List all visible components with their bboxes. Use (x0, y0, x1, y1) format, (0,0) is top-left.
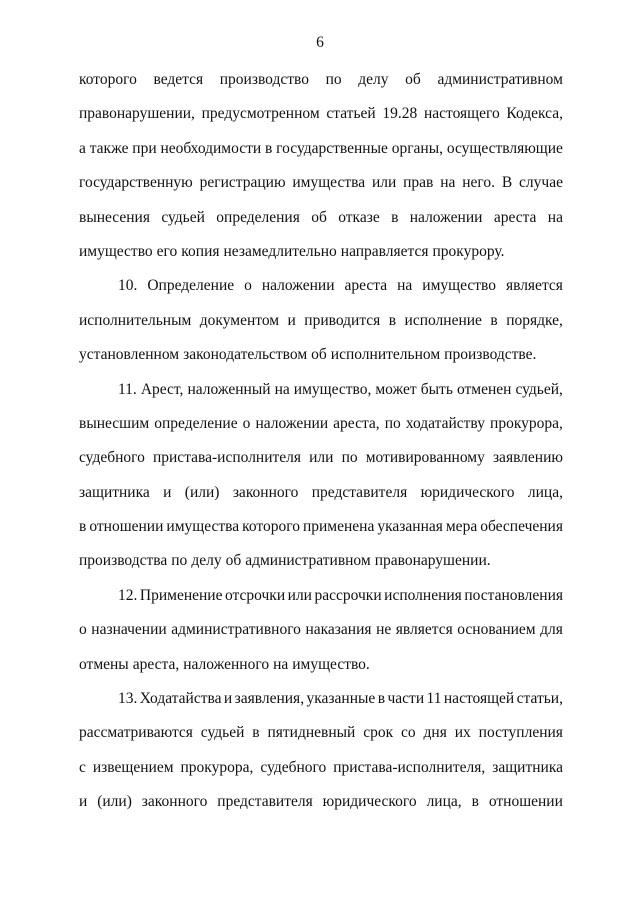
word: в (265, 139, 273, 157)
word: и (287, 311, 296, 329)
word: (или) (184, 483, 220, 501)
word: необходимости (160, 139, 262, 157)
word: или (309, 449, 334, 467)
word: отменен (456, 380, 512, 398)
word: производства (79, 552, 168, 570)
word: которого (79, 71, 137, 88)
word: и (223, 690, 233, 708)
word: законного (232, 483, 299, 501)
word: в (388, 311, 397, 329)
word: рассрочки (314, 586, 382, 604)
word: постановления (464, 586, 563, 604)
word: на (440, 174, 456, 192)
page-number: 6 (316, 34, 324, 51)
word: наказания (305, 621, 372, 639)
word: Кодекса, (506, 105, 563, 123)
word: представителя (311, 483, 408, 501)
word: по (325, 71, 342, 88)
word: 19.28 (382, 105, 418, 123)
word: судебного (260, 758, 327, 776)
word: ходатайству (405, 414, 485, 432)
word: установленном (79, 346, 180, 364)
word: судьей (161, 208, 205, 226)
text-line (79, 275, 563, 309)
text-line (79, 413, 563, 447)
word: ареста, (333, 414, 380, 432)
word: 11. (118, 380, 137, 398)
word: не (376, 621, 392, 639)
word: наложенного (183, 655, 270, 673)
word: административного (171, 621, 301, 639)
word: В (501, 174, 513, 192)
word: отношении (89, 518, 164, 536)
word: поступления (478, 724, 563, 742)
text-line (79, 138, 563, 172)
word: или (287, 586, 312, 604)
word: или (371, 174, 397, 192)
word: него. (462, 174, 496, 192)
word: исполнительном (330, 346, 441, 364)
word: при (132, 139, 157, 157)
word: обеспечения (480, 518, 563, 536)
word: которого (242, 518, 300, 536)
word: документом (199, 311, 280, 329)
word: прокурора, (490, 414, 563, 432)
word: судебного (79, 449, 145, 467)
word: имущество, (293, 380, 372, 398)
word: является (505, 277, 563, 295)
word: защитника (79, 483, 150, 501)
word: с (79, 758, 86, 776)
word: (или) (97, 793, 132, 811)
word: лица, (426, 793, 462, 811)
word: мера (445, 518, 478, 536)
word: административном (437, 71, 563, 88)
word: имущества (292, 174, 366, 192)
word: пятидневный (267, 724, 356, 742)
word: приводится (304, 311, 381, 329)
word: наложении (261, 277, 335, 295)
word: извещением (92, 758, 174, 776)
word: отмены (79, 655, 129, 673)
word: органы, (391, 139, 444, 157)
word: ареста (344, 277, 388, 295)
word: на (547, 208, 563, 226)
text-line (79, 344, 563, 378)
word: в (377, 690, 386, 708)
word: по (384, 414, 401, 432)
word: ареста, (132, 655, 180, 673)
text-line (79, 585, 563, 619)
word: 12. (118, 586, 138, 604)
word: юридического (420, 483, 515, 501)
text-line (79, 619, 563, 653)
word: о (79, 621, 87, 639)
word: быть (420, 380, 453, 398)
text-line (79, 791, 563, 825)
word: пристава-исполнителя, (333, 758, 486, 776)
word: имущество (79, 242, 153, 260)
word: регистрацию (199, 174, 286, 192)
text-line (79, 447, 563, 481)
word: судьей, (515, 380, 563, 398)
word: рассматриваются (79, 724, 193, 742)
word: и (163, 483, 172, 501)
word: и (79, 793, 88, 811)
word: может (375, 380, 417, 398)
word: юридического (322, 793, 417, 811)
word: наложении (255, 414, 329, 432)
word: незамедлительно (223, 242, 337, 260)
word: назначении (91, 621, 167, 639)
word: правонарушении. (374, 552, 491, 570)
word: об (311, 346, 327, 364)
word: 13. (118, 690, 138, 708)
word: статьей (326, 105, 376, 123)
word: исполнительным (79, 311, 192, 329)
word: Определение (147, 277, 235, 295)
word: исполнение (404, 311, 482, 329)
word: имущество. (292, 655, 370, 673)
text-line (79, 69, 563, 103)
text-line (79, 207, 563, 241)
word: части (387, 690, 425, 708)
word: лица, (527, 483, 563, 501)
word: Арест, (140, 380, 184, 398)
word: ведется (153, 71, 204, 88)
word: по (341, 449, 358, 467)
word: о (242, 414, 251, 432)
word: административном (245, 552, 371, 570)
word: указанные (306, 690, 376, 708)
word: срок (363, 724, 394, 742)
word: законного (141, 793, 208, 811)
text-line (79, 654, 563, 688)
word: настоящей (443, 690, 515, 708)
word: определения (216, 208, 300, 226)
word: направляется (340, 242, 429, 260)
word: случае (519, 174, 563, 192)
word: о (244, 277, 252, 295)
word: в (79, 518, 87, 536)
text-line (79, 379, 563, 413)
word: государственную (79, 174, 193, 192)
word: прав (403, 174, 434, 192)
word: наложенный (187, 380, 271, 398)
text-line (79, 172, 563, 206)
word: об (225, 552, 242, 570)
word: со (401, 724, 416, 742)
word: производство (219, 71, 309, 88)
text-line (79, 688, 563, 722)
word: мотивированному (365, 449, 485, 467)
word: об (311, 208, 327, 226)
text-line (79, 757, 563, 791)
word: ареста (493, 208, 537, 226)
word: настоящего (423, 105, 500, 123)
word: Применение (139, 586, 223, 604)
word: на (273, 655, 289, 673)
word: государственные (276, 139, 388, 157)
text-line (79, 103, 563, 137)
word: отсрочки (225, 586, 286, 604)
word: 10. (118, 277, 138, 295)
word: также (89, 139, 129, 157)
text-line (79, 241, 563, 275)
word: для (540, 621, 563, 639)
word: пристава-исполнителя (152, 449, 302, 467)
word: их (454, 724, 471, 742)
word: защитника (492, 758, 563, 776)
word: вынесшим (79, 414, 150, 432)
word: прокурору. (432, 242, 505, 260)
word: статьи, (516, 690, 563, 708)
word: дня (423, 724, 447, 742)
word: производстве. (444, 346, 537, 364)
word: на (397, 277, 413, 295)
word: указанная (377, 518, 443, 536)
word: исполнения (384, 586, 462, 604)
text-line (79, 310, 563, 344)
word: в (471, 793, 479, 811)
word: на (274, 380, 290, 398)
word: в (252, 724, 260, 742)
word: отношении (488, 793, 563, 811)
word: судьей (200, 724, 245, 742)
word: определение (154, 414, 238, 432)
document-body (79, 69, 563, 826)
word: заявлению (492, 449, 563, 467)
word: делу (191, 552, 222, 570)
word: применена (302, 518, 375, 536)
word: представителя (217, 793, 313, 811)
word: по (171, 552, 188, 570)
word: вынесения (79, 208, 150, 226)
text-line (79, 722, 563, 756)
word: в (490, 311, 498, 329)
word: имущество (422, 277, 496, 295)
word: а (79, 139, 86, 157)
word: наложении (409, 208, 483, 226)
word: предусмотренном (201, 105, 320, 123)
text-line (79, 482, 563, 516)
word: законодательством (183, 346, 308, 364)
word: осуществляющие (446, 139, 563, 157)
word: его (156, 242, 178, 260)
word: заявления, (234, 690, 305, 708)
word: в (391, 208, 399, 226)
word: Ходатайства (139, 690, 222, 708)
text-line (79, 550, 563, 584)
word: основанием (457, 621, 536, 639)
word: прокурора, (180, 758, 254, 776)
word: копия (181, 242, 220, 260)
word: 11 (426, 690, 442, 708)
word: делу (358, 71, 389, 88)
word: является (395, 621, 453, 639)
text-line (79, 516, 563, 550)
word: отказе (338, 208, 380, 226)
word: правонарушении, (79, 105, 195, 123)
word: об (405, 71, 421, 88)
word: порядке, (506, 311, 563, 329)
word: имущества (166, 518, 240, 536)
